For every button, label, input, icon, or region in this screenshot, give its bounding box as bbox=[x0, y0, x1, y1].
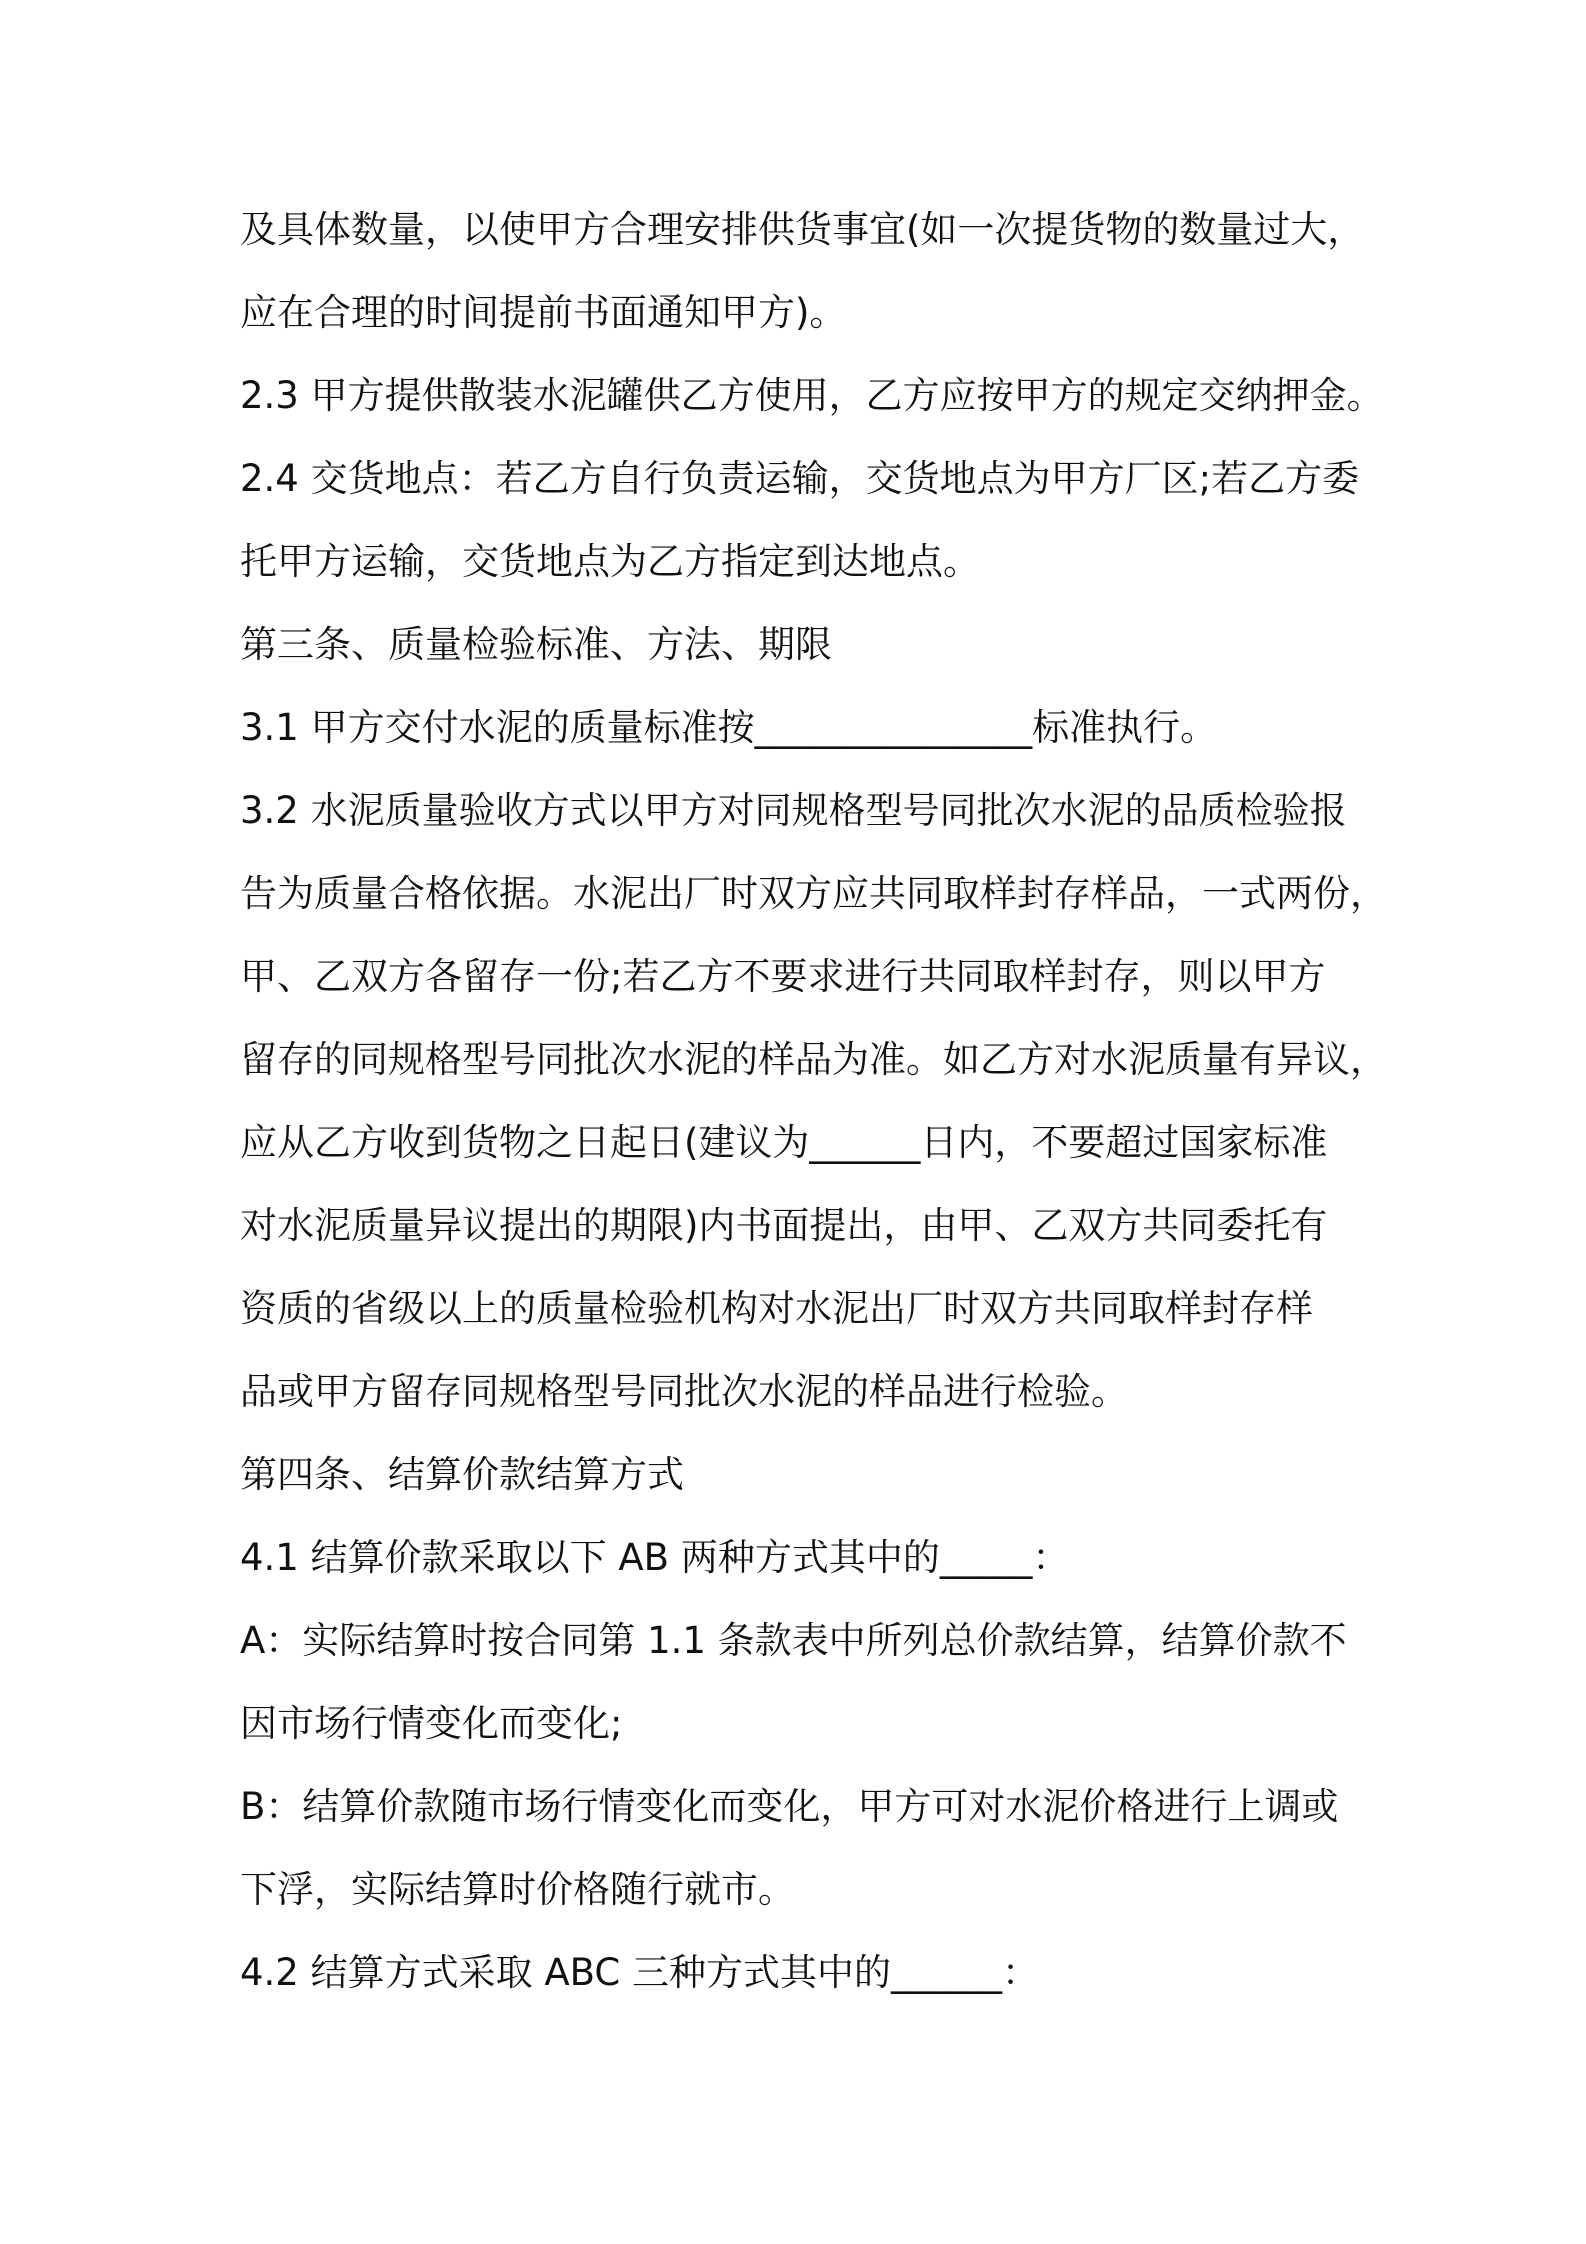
text-line: 2.3 甲方提供散装水泥罐供乙方使用，乙方应按甲方的规定交纳押金。 bbox=[240, 374, 1384, 417]
text-line: 因市场行情变化而变化; bbox=[240, 1702, 623, 1745]
section-heading: 第四条、结算价款结算方式 bbox=[240, 1453, 684, 1496]
text-line: 留存的同规格型号同批次水泥的样品为准。如乙方对水泥质量有异议， bbox=[240, 1038, 1387, 1081]
section-heading: 第三条、质量检验标准、方法、期限 bbox=[240, 623, 832, 666]
text-line: 应在合理的时间提前书面通知甲方)。 bbox=[240, 291, 847, 334]
text-line: A：实际结算时按合同第 1.1 条款表中所列总价款结算，结算价款不 bbox=[240, 1619, 1347, 1662]
text-line: 4.2 结算方式采取 ABC 三种方式其中的______： bbox=[240, 1951, 1040, 1994]
text-line: 托甲方运输，交货地点为乙方指定到达地点。 bbox=[240, 540, 980, 583]
text-line: 资质的省级以上的质量检验机构对水泥出厂时双方共同取样封存样 bbox=[240, 1287, 1313, 1330]
text-line: 及具体数量，以使甲方合理安排供货事宜(如一次提货物的数量过大， bbox=[240, 208, 1365, 251]
text-line: 3.2 水泥质量验收方式以甲方对同规格型号同批次水泥的品质检验报 bbox=[240, 789, 1347, 832]
text-line: 告为质量合格依据。水泥出厂时双方应共同取样封存样品，一式两份， bbox=[240, 872, 1387, 915]
text-line: B：结算价款随市场行情变化而变化，甲方可对水泥价格进行上调或 bbox=[240, 1785, 1339, 1828]
text-line: 4.1 结算价款采取以下 AB 两种方式其中的_____： bbox=[240, 1536, 1070, 1579]
text-line: 下浮，实际结算时价格随行就市。 bbox=[240, 1868, 795, 1911]
text-line: 甲、乙双方各留存一份;若乙方不要求进行共同取样封存，则以甲方 bbox=[240, 955, 1326, 998]
text-line: 对水泥质量异议提出的期限)内书面提出，由甲、乙双方共同委托有 bbox=[240, 1204, 1328, 1247]
text-line: 应从乙方收到货物之日起日(建议为______日内，不要超过国家标准 bbox=[240, 1121, 1328, 1164]
text-line: 3.1 甲方交付水泥的质量标准按_______________标准执行。 bbox=[240, 706, 1218, 749]
text-line: 2.4 交货地点：若乙方自行负责运输，交货地点为甲方厂区;若乙方委 bbox=[240, 457, 1360, 500]
text-line: 品或甲方留存同规格型号同批次水泥的样品进行检验。 bbox=[240, 1370, 1128, 1413]
